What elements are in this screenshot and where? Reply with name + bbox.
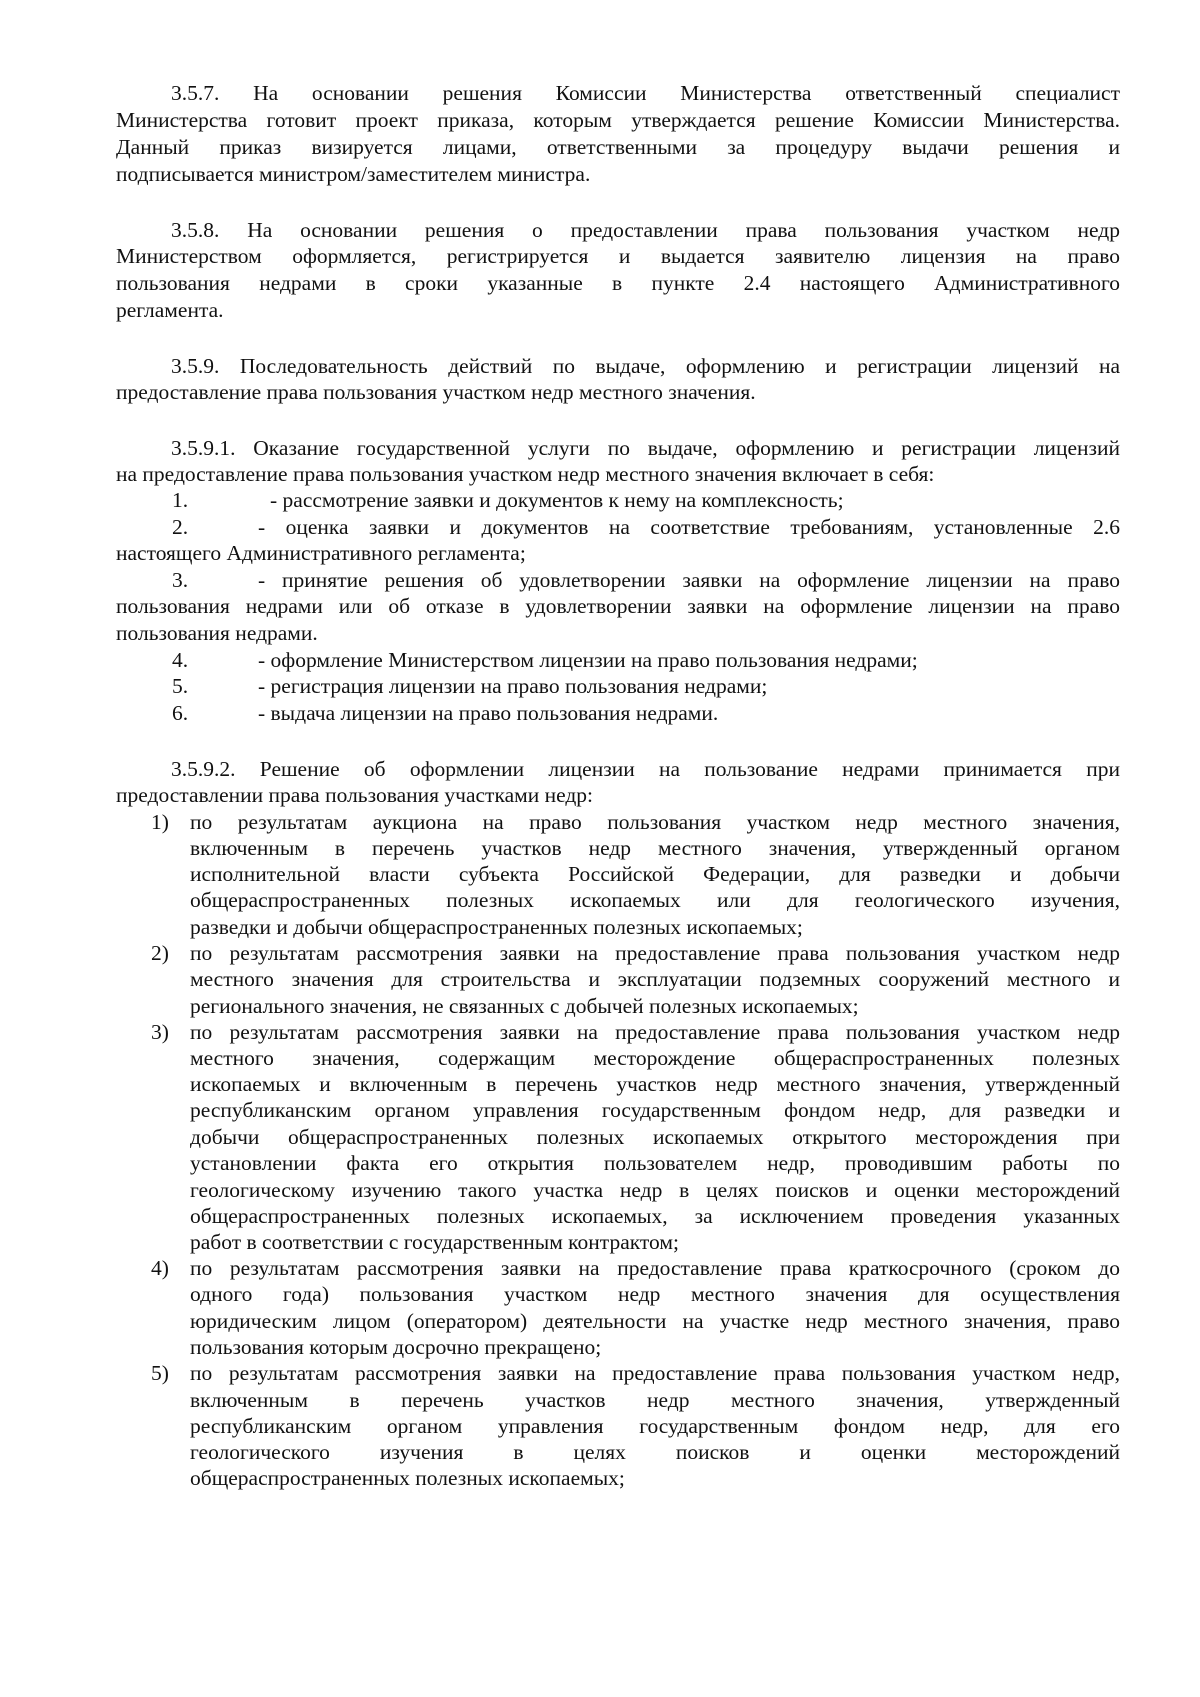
- list-item-text: общераспространенных полезных ископаемых, за исключением проведения указанных: [190, 1204, 1120, 1228]
- paragraph-3-5-8-line: Министерством оформляется, регистрируется и выдается заявителю лицензия на право: [116, 244, 1120, 268]
- list-item-text: пользования которым досрочно прекращено;: [190, 1335, 602, 1359]
- paragraph-3-5-9-2-line: 3.5.9.2. Решение об оформлении лицензии на пользование недрами принимается при: [171, 757, 1120, 781]
- list-item-number: 6.: [172, 701, 189, 725]
- list-item-text: местного значения для строительства и эксплуатации подземных сооружений местного и: [190, 967, 1120, 991]
- list-item-number: 4.: [172, 648, 189, 672]
- paragraph-3-5-7-line: Данный приказ визируется лицами, ответственными за процедуру выдачи решения и: [116, 135, 1120, 159]
- paragraph-3-5-7-line: Министерства готовит проект приказа, которым утверждается решение Комиссии Министерства.: [116, 108, 1120, 132]
- list-item-text: разведки и добычи общераспространенных полезных ископаемых;: [190, 915, 803, 939]
- paragraph-3-5-8-line: пользования недрами в сроки указанные в пункте 2.4 настоящего Административного: [116, 271, 1120, 295]
- paragraph-3-5-7-line: 3.5.7. На основании решения Комиссии Министерства ответственный специалист: [171, 81, 1120, 105]
- list-item-text: - оформление Министерством лицензии на право пользования недрами;: [258, 648, 918, 672]
- list-item-marker: 1): [151, 810, 169, 834]
- list-item-text: местного значения, содержащим месторождение общераспространенных полезных: [190, 1046, 1120, 1070]
- list-item-number: 2.: [172, 515, 189, 539]
- paragraph-3-5-8-line: регламента.: [116, 298, 224, 322]
- list-item-text: - оценка заявки и документов на соответствие требованиям, установленные 2.6: [258, 515, 1120, 539]
- list-item-text: ископаемых и включенным в перечень участков недр местного значения, утвержденный: [190, 1072, 1120, 1096]
- list-item-number: 5.: [172, 674, 189, 698]
- list-item-text: геологическому изучению такого участка недр в целях поисков и оценки месторождений: [190, 1178, 1120, 1202]
- list-item-text: пользования недрами или об отказе в удовлетворении заявки на оформление лицензии на право: [116, 594, 1120, 618]
- paragraph-3-5-9-2-line: предоставлении права пользования участками недр:: [116, 783, 594, 807]
- list-item-number: 3.: [172, 568, 189, 592]
- list-item-marker: 3): [151, 1020, 169, 1044]
- list-item-text: общераспространенных полезных ископаемых;: [190, 1466, 625, 1490]
- list-item-text: - выдача лицензии на право пользования недрами.: [258, 701, 719, 725]
- list-item-text: республиканским органом управления государственным фондом недр, для разведки и: [190, 1098, 1120, 1122]
- list-item-text: по результатам рассмотрения заявки на предоставление права пользования участком недр: [190, 1020, 1120, 1044]
- list-item-text: пользования недрами.: [116, 621, 318, 645]
- paragraph-3-5-9-line: предоставление права пользования участком недр местного значения.: [116, 380, 756, 404]
- list-item-text: установлении факта его открытия пользователем недр, проводившим работы по: [190, 1151, 1120, 1175]
- paragraph-3-5-9-line: 3.5.9. Последовательность действий по выдаче, оформлению и регистрации лицензий на: [171, 354, 1120, 378]
- list-item-text: - регистрация лицензии на право пользования недрами;: [258, 674, 768, 698]
- list-item-marker: 5): [151, 1361, 169, 1385]
- list-item-text: регионального значения, не связанных с добычей полезных ископаемых;: [190, 994, 859, 1018]
- paragraph-3-5-9-1-line: 3.5.9.1. Оказание государственной услуги по выдаче, оформлению и регистрации лицензий: [171, 436, 1120, 460]
- list-item-text: по результатам рассмотрения заявки на предоставление права пользования участком недр,: [190, 1361, 1120, 1385]
- list-item-text: добычи общераспространенных полезных ископаемых открытого месторождения при: [190, 1125, 1120, 1149]
- paragraph-3-5-9-1-line: на предоставление права пользования участком недр местного значения включает в себя:: [116, 462, 935, 486]
- list-item-text: геологического изучения в целях поисков и оценки месторождений: [190, 1440, 1120, 1464]
- list-item-text: по результатам рассмотрения заявки на предоставление права пользования участком недр: [190, 941, 1120, 965]
- list-item-text: исполнительной власти субъекта Российской Федерации, для разведки и добычи: [190, 862, 1120, 886]
- list-item-text: включенным в перечень участков недр местного значения, утвержденный: [190, 1388, 1120, 1412]
- paragraph-3-5-8-line: 3.5.8. На основании решения о предоставлении права пользования участком недр: [171, 218, 1120, 242]
- list-item-text: по результатам аукциона на право пользования участком недр местного значения,: [190, 810, 1120, 834]
- list-item-text: одного года) пользования участком недр местного значения для осуществления: [190, 1282, 1120, 1306]
- list-item-text: настоящего Административного регламента;: [116, 541, 526, 565]
- list-item-text: юридическим лицом (оператором) деятельности на участке недр местного значения, право: [190, 1309, 1120, 1333]
- list-item-text: общераспространенных полезных ископаемых или для геологического изучения,: [190, 888, 1120, 912]
- list-item-marker: 2): [151, 941, 169, 965]
- list-item-text: работ в соответствии с государственным контрактом;: [190, 1230, 679, 1254]
- list-item-number: 1.: [172, 488, 189, 512]
- list-item-text: - принятие решения об удовлетворении заявки на оформление лицензии на право: [258, 568, 1120, 592]
- paragraph-3-5-7-line: подписывается министром/заместителем министра.: [116, 162, 591, 186]
- list-item-marker: 4): [151, 1256, 169, 1280]
- list-item-text: республиканским органом управления государственным фондом недр, для его: [190, 1414, 1120, 1438]
- list-item-text: включенным в перечень участков недр местного значения, утвержденный органом: [190, 836, 1120, 860]
- list-item-text: по результатам рассмотрения заявки на предоставление права краткосрочного (сроком до: [190, 1256, 1120, 1280]
- list-item-text: - рассмотрение заявки и документов к нему на комплексность;: [270, 488, 844, 512]
